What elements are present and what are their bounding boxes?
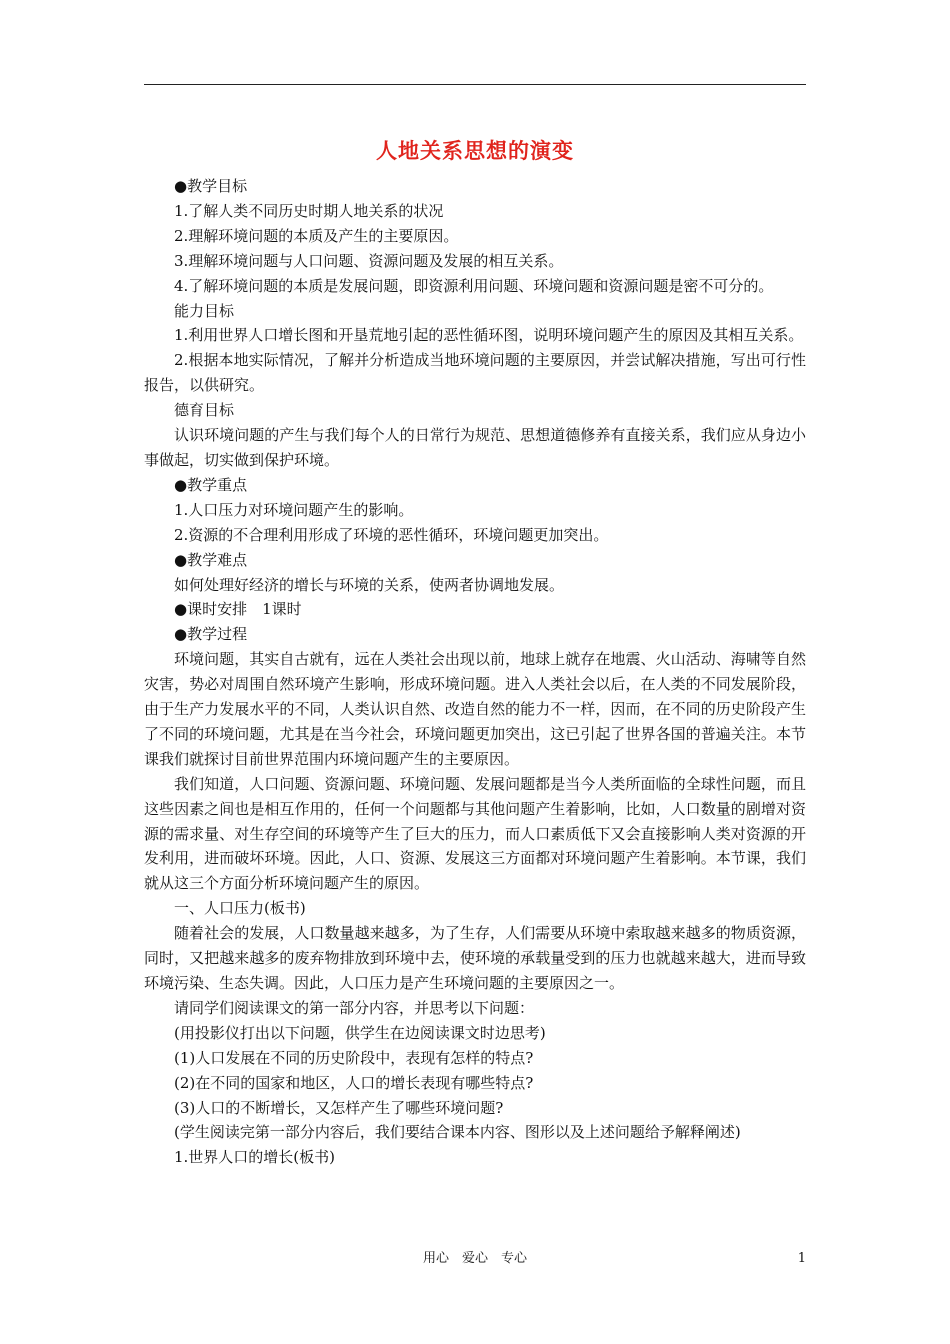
paragraph: ●教学目标 [174,177,248,195]
document-title: 人地关系思想的演变 [376,138,574,164]
paragraph: (2)在不同的国家和地区，人口的增长表现有哪些特点? [174,1073,534,1092]
footer-text: 用心 爱心 专心 [422,1251,527,1266]
paragraph: (3)人口的不断增长，又怎样产生了哪些环境问题? [174,1098,504,1117]
paragraph: 请同学们阅读课文的第一部分内容，并思考以下问题： [174,998,535,1017]
paragraph: 如何处理好经济的增长与环境的关系，使两者协调地发展。 [174,575,565,594]
paragraph: 环境问题，其实自古就有，远在人类社会出现以前，地球上就存在地震、火山活动、海啸等自然灾害，势必对周围自然环境产生影响，形成环境问题。进入人类社会以后，在人类的不同发展阶段，由于生产力发展水平的不同，人类认识自然、改造自然的能力不一样，因而，在不同的历史阶段产生了不同的环境问题，尤其是在当今社会，环境问题更加突出，这已引起了世界各国的普遍关注。本节课我们就探讨目前世界范围内环境问题产生的主要原因。 [144,650,806,768]
paragraph: (用投影仪打出以下问题，供学生在边阅读课文时边思考) [174,1023,546,1042]
paragraph: 德育目标 [174,401,235,420]
paragraph: 随着社会的发展，人口数量越来越多，为了生存，人们需要从环境中索取越来越多的物质资源，同时，又把越来越多的废弃物排放到环境中去，使环境的承载量受到的压力也就越来越大，进而导致环境污染、生态失调。因此，人口压力是产生环境问题的主要原因之一。 [144,924,806,992]
page-number: 1 [797,1251,806,1266]
header-rule [144,84,806,85]
paragraph: 1.利用世界人口增长图和开垦荒地引起的恶性循环图，说明环境问题产生的原因及其相互关系。 [174,326,804,345]
paragraph: ●教学重点 [174,475,248,494]
paragraph: ●教学难点 [174,550,248,569]
paragraph: 2.资源的不合理利用形成了环境的恶性循环，环境问题更加突出。 [174,525,609,544]
paragraph: 认识环境问题的产生与我们每个人的日常行为规范、思想道德修养有直接关系，我们应从身边小事做起，切实做到保护环境。 [144,426,806,469]
paragraph: (学生阅读完第一部分内容后，我们要结合课本内容、图形以及上述问题给予解释阐述) [174,1123,741,1142]
paragraph: 1.人口压力对环境问题产生的影响。 [174,500,414,519]
paragraph: 2.根据本地实际情况，了解并分析造成当地环境问题的主要原因，并尝试解决措施，写出可行性报告，以供研究。 [144,351,806,395]
paragraph: ●课时安排 1课时 [174,600,302,619]
paragraph: ●教学过程 [174,625,248,644]
paragraph: 1.了解人类不同历史时期人地关系的状况 [174,201,444,220]
paragraph: 一、人口压力(板书) [174,899,306,918]
paragraph: 3.理解环境问题与人口问题、资源问题及发展的相互关系。 [174,251,564,270]
paragraph: 2.理解环境问题的本质及产生的主要原因。 [174,226,459,245]
paragraph: 4.了解环境问题的本质是发展问题，即资源利用问题、环境问题和资源问题是密不可分的。 [174,276,774,295]
paragraph: (1)人口发展在不同的历史阶段中，表现有怎样的特点? [174,1048,534,1067]
paragraph: 1.世界人口的增长(板书) [174,1148,336,1167]
paragraph: 我们知道，人口问题、资源问题、环境问题、发展问题都是当今人类所面临的全球性问题，而且这些因素之间也是相互作用的，任何一个问题都与其他问题产生着影响，比如，人口数量的剧增对资源的需求量、对生存空间的环境等产生了巨大的压力，而人口素质低下又会直接影响人类对资源的开发利用，进而破坏环境。因此，人口、资源、发展这三方面都对环境问题产生着影响。本节课，我们就从这三个方面分析环境问题产生的原因。 [144,774,806,893]
paragraph: 能力目标 [174,301,235,320]
document-body [144,174,806,1170]
